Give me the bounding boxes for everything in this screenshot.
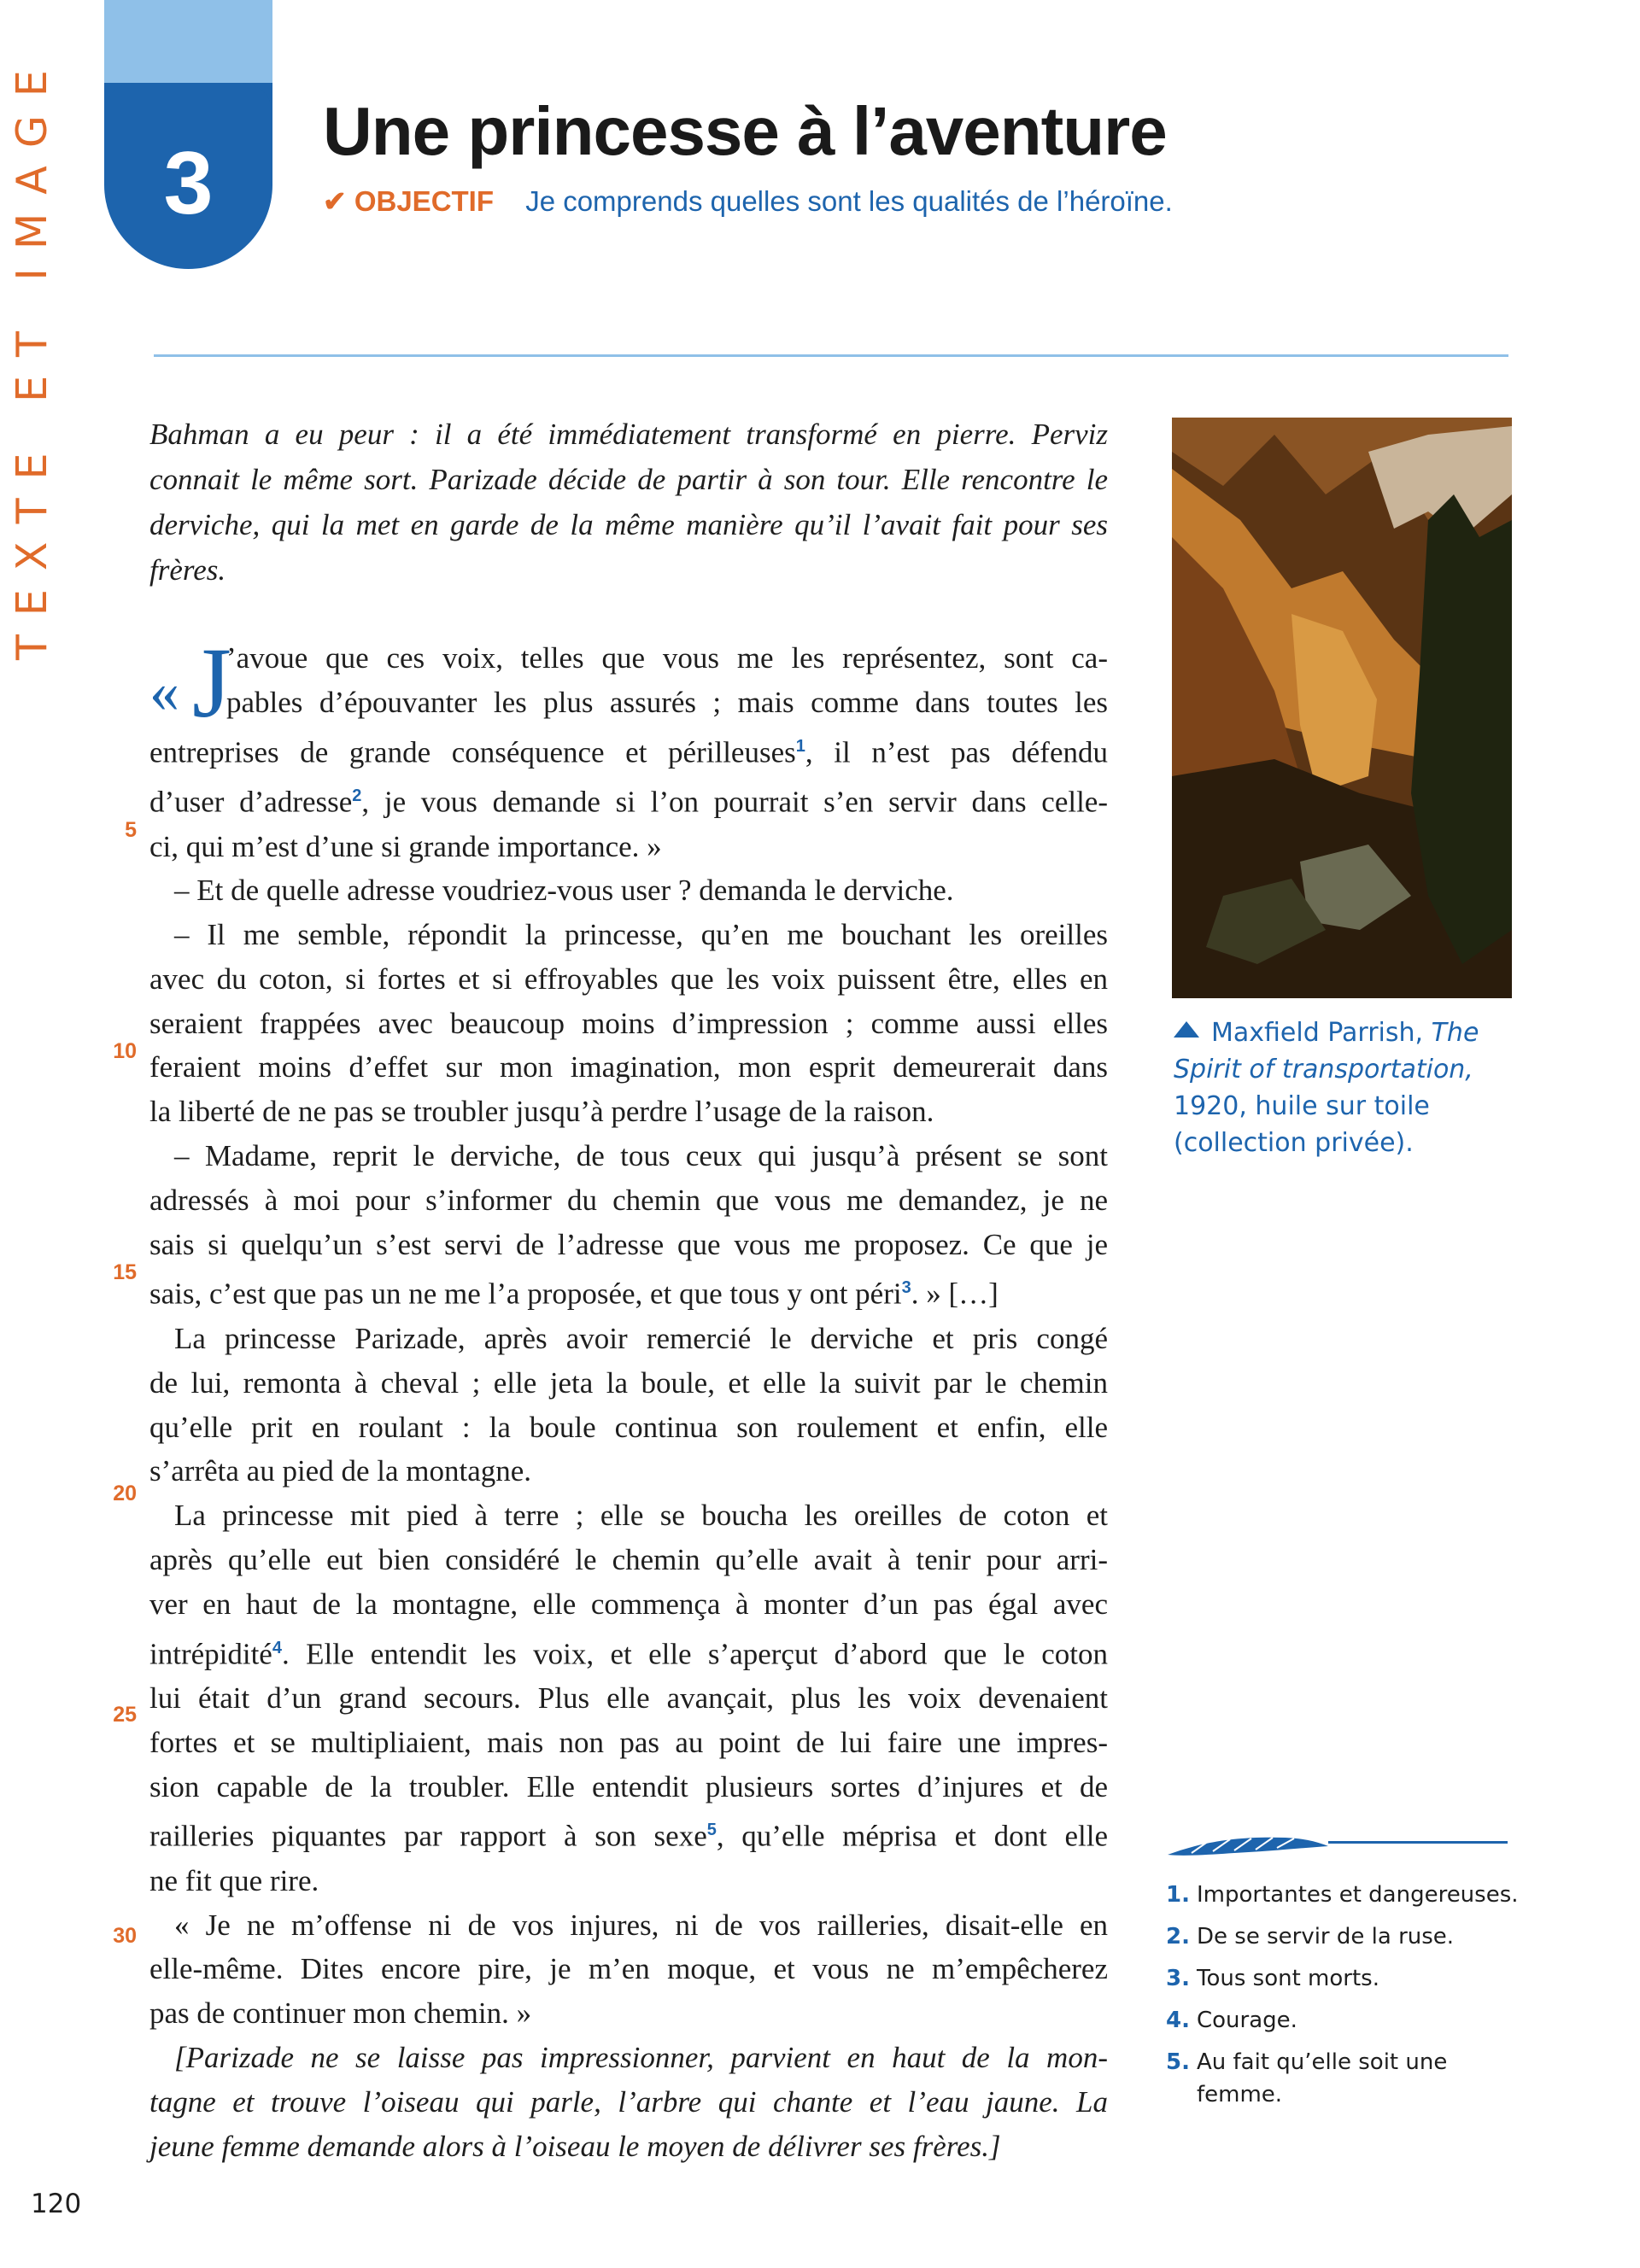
text-line: ver en haut de la montagne, elle commença à monter d’un pas égal avec <box>149 1587 1108 1621</box>
intro-paragraph: Bahman a eu peur : il a été immédiatement transformé en pierre. Perviz connait le même sort. Parizade décide de partir à son tour. Elle rencontre le derviche, qui la met en garde de la même manière qu’il l’avait fait pour ses frères. <box>149 418 1108 587</box>
text-line: fortes et se multipliaient, mais non pas au point de lui faire une impres- <box>149 1725 1108 1759</box>
line-number: 10 <box>113 1039 137 1063</box>
text-line: la liberté de ne pas se troubler jusqu’à perdre l’usage de la raison. <box>149 1095 934 1129</box>
main-text <box>149 627 1108 2168</box>
text-line: après qu’elle eut bien considéré le chemin qu’elle avait à tenir pour arri- <box>149 1542 1108 1576</box>
note-ref: 1 <box>795 736 805 756</box>
caption-work: The Spirit of transportation, <box>1174 1018 1479 1084</box>
painting-image <box>1172 418 1512 998</box>
footnote-item: 2. De se servir de la ruse. <box>1166 1924 1455 1949</box>
text-line: – Et de quelle adresse voudriez-vous user ? demanda le derviche. <box>174 874 954 908</box>
text-line: jeune femme demande alors à l’oiseau le moyen de délivrer ses frères.] <box>149 2129 1001 2163</box>
page-title: Une princesse à l’aventure <box>323 93 1167 169</box>
drop-cap: J <box>192 627 231 739</box>
text-line: de lui, remonta à cheval ; elle jeta la boule, et elle la suivit par le chemin <box>149 1365 1108 1400</box>
text-line: – Madame, reprit le derviche, de tous ceux qui jusqu’à présent se sont <box>174 1139 1108 1173</box>
text-line: ci, qui m’est d’une si grande importance. » <box>149 829 662 863</box>
footnotes-list <box>1166 1879 1525 2120</box>
text-line: seraient frappées avec beaucoup moins d’impression ; comme aussi elles <box>149 1006 1108 1040</box>
text-line: avec du coton, si fortes et si effroyables que les voix puissent être, elles en <box>149 962 1108 996</box>
footnote-item: 1. Importantes et dangereuses. <box>1166 1882 1519 1908</box>
text-line: d’user d’adresse$^2$, je vous demande si l’on pourrait s’en servir dans celle- <box>149 785 1108 819</box>
text-line: s’arrêta au pied de la montagne. <box>149 1454 532 1488</box>
note-ref: 5 <box>706 1821 717 1840</box>
caption-author: Maxfield Parrish, <box>1211 1018 1432 1048</box>
text-line: railleries piquantes par rapport à son sexe$^5$, qu’elle méprisa et dont elle <box>149 1820 1108 1853</box>
text-line: feraient moins d’effet sur mon imagination, mon esprit demeurerait dans <box>149 1050 1108 1084</box>
text-line: pables d’épouvanter les plus assurés ; mais comme dans toutes les <box>226 685 1108 719</box>
text-line: La princesse mit pied à terre ; elle se boucha les oreilles de coton et <box>174 1499 1108 1533</box>
lesson-number: 3 <box>163 134 214 233</box>
footnote-item: 3. Tous sont morts. <box>1166 1966 1379 1991</box>
text-line: intrépidité$^4$. Elle entendit les voix, et elle s’aperçut d’abord que le coton <box>149 1637 1108 1671</box>
line-number: 25 <box>113 1703 137 1727</box>
objective-line <box>323 184 1173 218</box>
line-number: 15 <box>113 1260 137 1284</box>
text-line: adressés à moi pour s’informer du chemin que vous me demandez, je ne <box>149 1183 1108 1217</box>
text-line: La princesse Parizade, après avoir remercié le derviche et pris congé <box>174 1321 1108 1355</box>
footnote-item: 5. Au fait qu’elle soit une femme. <box>1166 2049 1448 2107</box>
note-ref: 2 <box>352 786 362 806</box>
text-line: ne fit que rire. <box>149 1863 319 1897</box>
text-line: « Je ne m’offense ni de vos injures, ni de vos railleries, disait-elle en <box>174 1908 1108 1942</box>
note-ref: 3 <box>901 1278 911 1298</box>
header-divider <box>154 354 1508 357</box>
painting-caption <box>1174 1014 1515 1161</box>
text-line: sais, c’est que pas un ne me l’a proposée, et que tous y ont péri$^3$. » […] <box>149 1277 999 1312</box>
line-number: 5 <box>125 818 137 842</box>
objective-label: OBJECTIF <box>354 185 495 217</box>
note-ref: 4 <box>272 1638 282 1657</box>
line-number: 30 <box>113 1924 137 1948</box>
text-line: qu’elle prit en roulant : la boule continua son roulement et enfin, elle <box>149 1410 1108 1444</box>
text-line: [Parizade ne se laisse pas impressionner, parvient en haut de la mon- <box>174 2040 1108 2074</box>
footnote-item: 4. Courage. <box>1166 2008 1297 2033</box>
text-line: entreprises de grande conséquence et périlleuses$^1$, il n’est pas défendu <box>149 735 1108 769</box>
text-line: sion capable de la troubler. Elle entendit plusieurs sortes d’injures et de <box>149 1769 1108 1803</box>
caret-up-icon <box>1174 1021 1199 1038</box>
painting-landscape <box>1172 418 1512 998</box>
text-line: tagne et trouve l’oiseau qui parle, l’arbre qui chante et l’eau jaune. La <box>149 2084 1108 2119</box>
caption-details: 1920, huile sur toile (collection privée). <box>1174 1091 1430 1158</box>
text-line: sais si quelqu’un s’est servi de l’adresse que vous me proposez. Ce que je <box>149 1227 1108 1261</box>
text-line: ’avoue que ces voix, telles que vous me les représentez, sont ca- <box>226 641 1108 675</box>
page-number: 120 <box>31 2189 82 2219</box>
opening-quote: « <box>149 659 179 725</box>
lesson-number-badge <box>104 98 272 269</box>
text-line: pas de continuer mon chemin. » <box>149 1996 532 2031</box>
text-line: elle-même. Dites encore pire, je m’en moque, et vous ne m’empêcherez <box>149 1952 1108 1986</box>
line-number: 20 <box>113 1482 137 1505</box>
text-line: – Il me semble, répondit la princesse, qu’en me bouchant les oreilles <box>174 918 1108 952</box>
check-icon: ✔ <box>323 185 347 217</box>
objective-text: Je comprends quelles sont les qualités de l’héroïne. <box>525 185 1173 217</box>
text-line: lui était d’un grand secours. Plus elle avançait, plus les voix devenaient <box>149 1681 1108 1715</box>
quill-icon <box>1166 1829 1508 1860</box>
section-side-label: TEXTE ET IMAGE <box>8 51 56 660</box>
